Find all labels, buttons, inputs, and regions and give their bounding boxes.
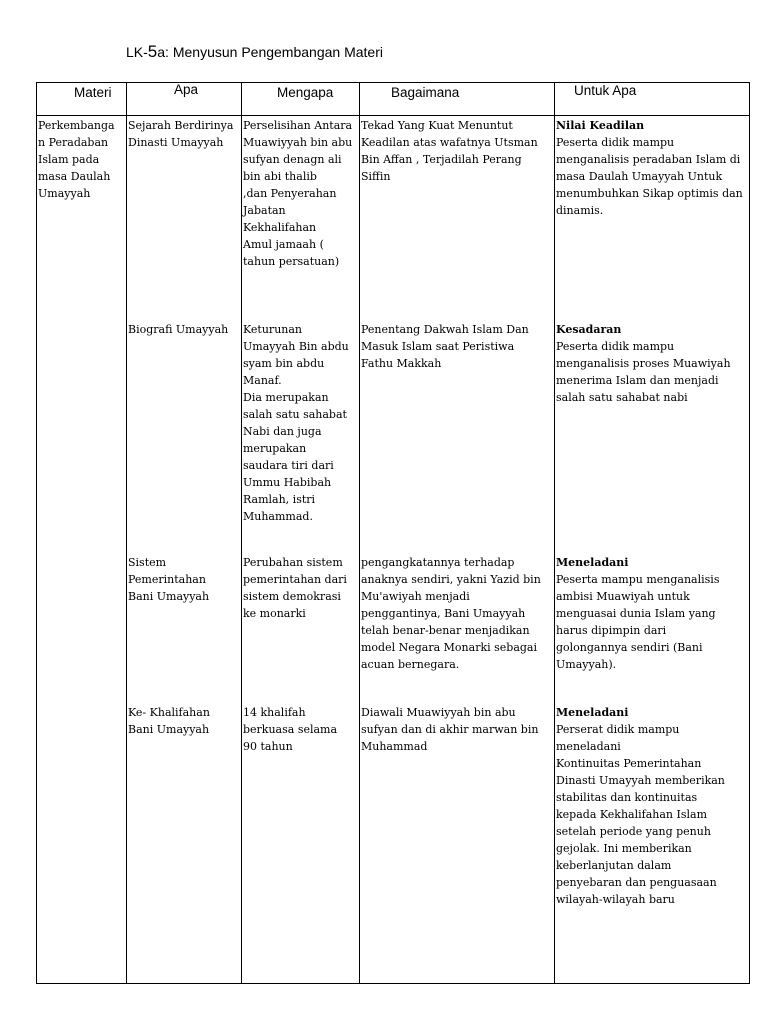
apa-cell: Sistem Pemerintahan Bani Umayyah — [127, 553, 242, 703]
untuk-apa-cell: Kesadaran Peserta didik mampu menganalisis proses Muawiyah menerima Islam dan menjadi salah satu sahabat nabi — [555, 320, 750, 553]
value-title: Nilai Keadilan — [556, 119, 645, 132]
document-title — [126, 42, 383, 62]
title-number: 5 — [147, 42, 158, 61]
header-bagaimana: Bagaimana — [360, 83, 555, 116]
bagaimana-cell: Diawali Muawiyyah bin abu sufyan dan di akhir marwan bin Muhammad — [360, 703, 555, 984]
materi-table — [36, 82, 750, 984]
bagaimana-cell: Tekad Yang Kuat Menuntut Keadilan atas wafatnya Utsman Bin Affan , Terjadilah Perang Siffin — [360, 116, 555, 320]
apa-cell: Sejarah Berdirinya Dinasti Umayyah — [127, 116, 242, 320]
header-untuk-apa: Untuk Apa — [555, 83, 750, 116]
value-title: Meneladani — [556, 555, 629, 569]
table-row — [37, 553, 750, 703]
materi-cell: Perkembanga n Peradaban Islam pada masa Daulah Umayyah — [37, 116, 127, 984]
title-rest: a: Menyusun Pengembangan Materi — [157, 44, 383, 60]
header-apa: Apa — [127, 83, 242, 116]
untuk-apa-cell: Meneladani Peserta mampu menganalisis ambisi Muawiyah untuk menguasai dunia Islam yang harus dipimpin dari golongannya sendiri (Bani Umayyah). — [555, 553, 750, 703]
untuk-apa-cell: Meneladani Perserat didik mampu meneladani Kontinuitas Pemerintahan Dinasti Umayyah memberikan stabilitas dan kontinuitas kepada Kekhalifahan Islam setelah periode yang penuh gejolak. Ini memberikan keberlanjutan dalam penyebaran dan penguasaan wilayah-wilayah baru — [555, 703, 750, 984]
mengapa-cell: Keturunan Umayyah Bin abdu syam bin abdu Manaf. Dia merupakan salah satu sahabat Nabi dan juga merupakan saudara tiri dari Ummu Habibah Ramlah, istri Muhammad. — [242, 320, 360, 553]
table-row — [37, 320, 750, 553]
untuk-apa-cell: Nilai Keadilan Peserta didik mampu menganalisis peradaban Islam di masa Daulah Umayyah Untuk menumbuhkan Sikap optimis dan dinamis. — [555, 116, 750, 320]
mengapa-cell: 14 khalifah berkuasa selama 90 tahun — [242, 703, 360, 984]
value-title: Kesadaran — [556, 322, 622, 336]
table-header-row — [37, 83, 750, 116]
table-row — [37, 116, 750, 320]
mengapa-cell: Perubahan sistem pemerintahan dari sistem demokrasi ke monarki — [242, 553, 360, 703]
bagaimana-cell: pengangkatannya terhadap anaknya sendiri, yakni Yazid bin Mu'awiyah menjadi penggantinya, Bani Umayyah telah benar-benar menjadikan model Negara Monarki sebagai acuan bernegara. — [360, 553, 555, 703]
table-row — [37, 703, 750, 984]
header-materi: Materi — [37, 83, 127, 116]
header-mengapa: Mengapa — [242, 83, 360, 116]
title-prefix: LK- — [126, 44, 148, 60]
value-title: Meneladani — [556, 705, 629, 719]
apa-cell: Biografi Umayyah — [127, 320, 242, 553]
mengapa-cell: Perselisihan Antara Muawiyyah bin abu sufyan denagn ali bin abi thalib ,dan Penyerahan Jabatan Kekhalifahan Amul jamaah ( tahun persatuan) — [242, 116, 360, 320]
bagaimana-cell: Penentang Dakwah Islam Dan Masuk Islam saat Peristiwa Fathu Makkah — [360, 320, 555, 553]
apa-cell: Ke- Khalifahan Bani Umayyah — [127, 703, 242, 984]
